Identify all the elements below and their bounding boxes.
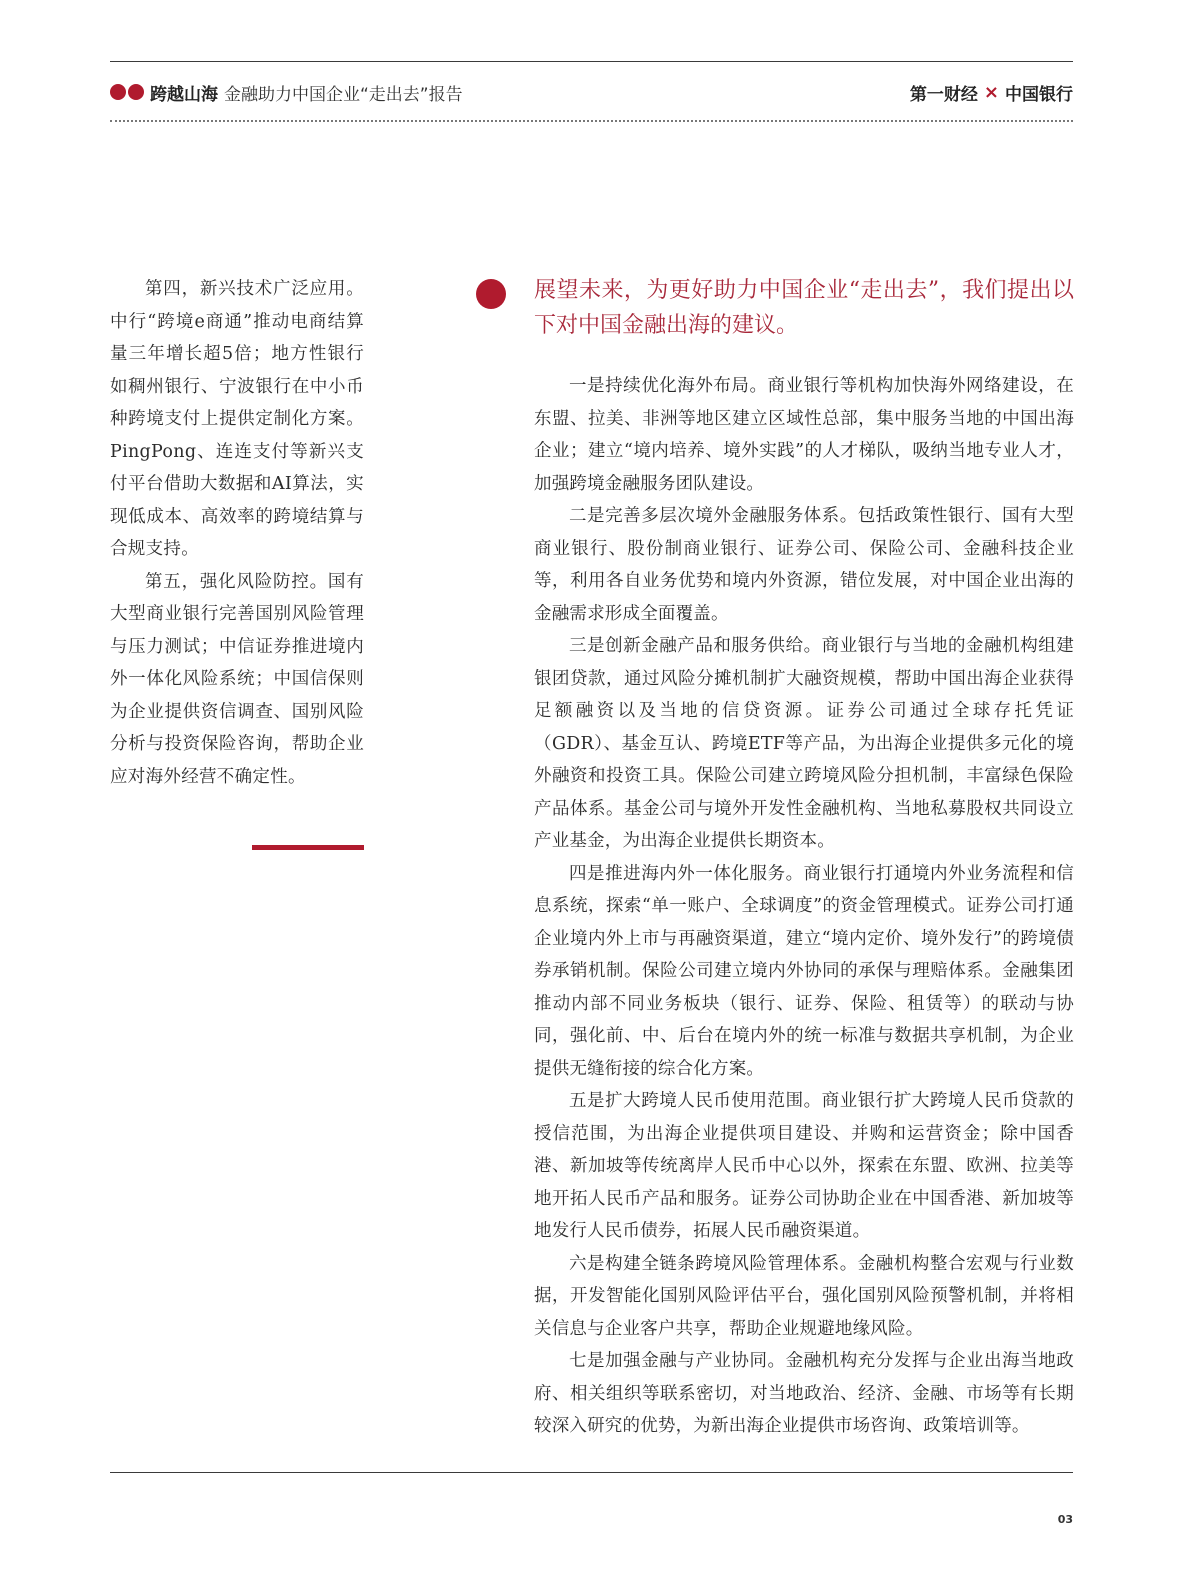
recommendation-paragraph: 三是创新金融产品和服务供给。商业银行与当地的金融机构组建银团贷款，通过风险分摊机制扩大融资规模，帮助中国出海企业获得足额融资以及当地的信贷资源。证券公司通过全球存托凭证（GDR）、基金互认、跨境ETF等产品，为出海企业提供多元化的境外融资和投资工具。保险公司建立跨境风险分担机制，丰富绿色保险产品体系。基金公司与境外开发性金融机构、当地私募股权共同设立产业基金，为出海企业提供长期资本。 (534, 636, 1074, 851)
right-column (534, 370, 1074, 1443)
red-dot-icon (110, 84, 126, 100)
report-subtitle: 金融助力中国企业“走出去”报告 (224, 84, 463, 105)
recommendation-paragraph: 五是扩大跨境人民币使用范围。商业银行扩大跨境人民币贷款的授信范围，为出海企业提供项目建设、并购和运营资金；除中国香港、新加坡等传统离岸人民币中心以外，探索在东盟、欧洲、拉美等地开拓人民币产品和服务。证券公司协助企业在中国香港、新加坡等地发行人民币债券，拓展人民币融资渠道。 (534, 1091, 1074, 1241)
footer-rule (110, 1472, 1073, 1473)
report-brand: 跨越山海 (150, 84, 218, 105)
left-column-accent-bar (252, 845, 364, 850)
left-column (110, 273, 364, 793)
recommendation-paragraph: 七是加强金融与产业协同。金融机构充分发挥与企业出海当地政府、相关组织等联系密切，对当地政治、经济、金融、市场等有长期较深入研究的优势，为新出海企业提供市场咨询、政策培训等。 (534, 1351, 1074, 1436)
header-dotted-rule (110, 120, 1073, 122)
page-header (110, 78, 1073, 106)
header-title-group (110, 80, 463, 105)
left-paragraph: 第四，新兴技术广泛应用。中行“跨境e商通”推动电商结算量三年增长超5倍；地方性银行如稠州银行、宁波银行在中小币种跨境支付上提供定制化方案。PingPong、连连支付等新兴支付平台借助大数据和AI算法，实现低成本、高效率的跨境结算与合规支持。 (110, 279, 364, 559)
header-dots-icon (110, 84, 146, 100)
header-partners (910, 80, 1073, 105)
page-number: 03 (1057, 1513, 1073, 1526)
red-circle-bullet-icon (476, 279, 506, 309)
recommendation-paragraph: 六是构建全链条跨境风险管理体系。金融机构整合宏观与行业数据，开发智能化国别风险评估平台，强化国别风险预警机制，并将相关信息与企业客户共享，帮助企业规避地缘风险。 (534, 1253, 1074, 1339)
header-top-rule (110, 61, 1073, 62)
recommendation-paragraph: 四是推进海内外一体化服务。商业银行打通境内外业务流程和信息系统，探索“单一账户、全球调度”的资金管理模式。证券公司打通企业境内外上市与再融资渠道，建立“境内定价、境外发行”的跨境债券承销机制。保险公司建立境内外协同的承保与理赔体系。金融集团推动内部不同业务板块（银行、证券、保险、租赁等）的联动与协同，强化前、中、后台在境内外的统一标准与数据共享机制，为企业提供无缝衔接的综合化方案。 (534, 863, 1074, 1079)
left-paragraph: 第五，强化风险防控。国有大型商业银行完善国别风险管理与压力测试；中信证券推进境内外一体化风险系统；中国信保则为企业提供资信调查、国别风险分析与投资保险咨询，帮助企业应对海外经营不确定性。 (110, 571, 364, 787)
partner-boc: 中国银行 (1005, 84, 1073, 105)
lead-statement: 展望未来，为更好助力中国企业“走出去”，我们提出以下对中国金融出海的建议。 (534, 278, 1074, 338)
cross-icon: × (983, 81, 999, 103)
red-dot-icon (128, 84, 144, 100)
recommendation-paragraph: 二是完善多层次境外金融服务体系。包括政策性银行、国有大型商业银行、股份制商业银行、证券公司、保险公司、金融科技企业等，利用各自业务优势和境内外资源，错位发展，对中国企业出海的金融需求形成全面覆盖。 (534, 506, 1074, 624)
partner-yicai: 第一财经 (909, 84, 978, 105)
recommendation-paragraph: 一是持续优化海外布局。商业银行等机构加快海外网络建设，在东盟、拉美、非洲等地区建立区域性总部，集中服务当地的中国出海企业；建立“境内培养、境外实践”的人才梯队，吸纳当地专业人才，加强跨境金融服务团队建设。 (534, 376, 1074, 494)
